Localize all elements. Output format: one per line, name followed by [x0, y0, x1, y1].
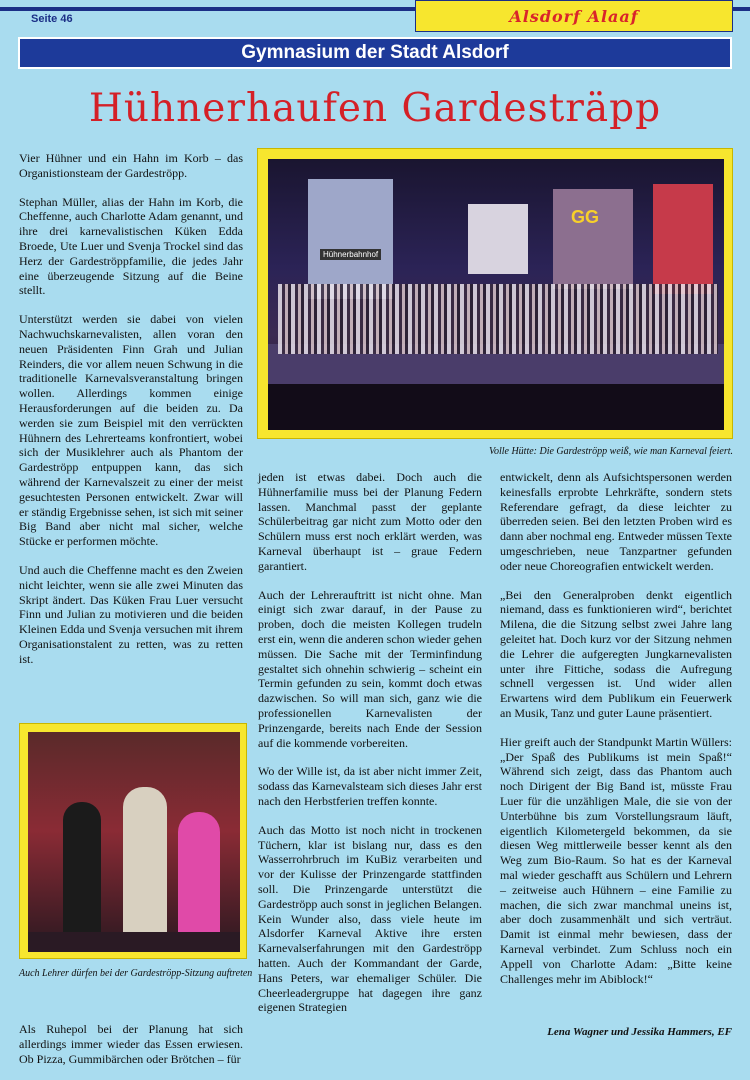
author-credit: Lena Wagner und Jessika Hammers, EF: [547, 1026, 732, 1038]
column-2: [258, 470, 482, 1029]
main-photo: [257, 148, 733, 439]
stage-floor: [28, 932, 240, 952]
small-photo: [19, 723, 247, 959]
paragraph: Unterstützt werden sie dabei von vielen Nachwuchskarnevalisten, allen voran den neuen Präsidenten Finn Grah und Julian Reinders, die vor allem neuen Schwung in die traditionelle Karnevalsveranstaltung bringen wollen. Allerdings kommen einige Herausforderungen auf die beiden zu. Da werden sie zum Beispiel mit den verrückten Hühnern des Lehrerteams konfrontiert, wobei sich der Musiklehrer auch als Phantom der Gardeströpp entpuppen kann, das sich während der Karnevalszeit zu einer der meist gesuchtesten Personen entwickelt. Zwar will er ständig Ergebnisse sehen, ist sich mit seiner Big Band aber nicht mal sicher, welche Stücke er performen möchte.: [19, 312, 243, 549]
small-photo-caption: Auch Lehrer dürfen bei der Gardeströpp-Sitzung auftreten: [19, 968, 253, 979]
paragraph: Auch das Motto ist noch nicht in trockenen Tüchern, klar ist bislang nur, dass es den Wasserrohrbruch im KuBiz verarbeiten und vor der Kulisse der Prinzengarde stattfinden soll. Die Prinzengarde unterstützt die Gardeströpp auch sonst in jeglichen Belangen. Kein Wunder also, dass viele heute im Alsdorfer Karneval Aktive ihre ersten Karnevalserfahrungen mit den Gardeströpp hatten. Auch der Kommandant der Garde, Hans Peters, war ehemaliger Schüler. Die Cheerleadergruppe hat dagegen ihre ganz eigenen Strategien: [258, 822, 482, 1015]
column-3: [500, 470, 732, 1000]
performer-left: [63, 802, 101, 942]
paragraph: Und auch die Cheffenne macht es den Zweien nicht leichter, wenn sie alle zwei Minuten das Skript ändert. Das Küken Frau Luer versucht Finn und Julian zu motivieren und die beiden Kleinen Edda und Svenja versuchen mit ihrem Organisationstalent zu retten, was zu retten ist.: [19, 562, 243, 666]
section-bar: [18, 37, 732, 69]
paragraph: Hier greift auch der Standpunkt Martin Wüllers: „Der Spaß des Publikums ist mein Spaß!“ Während sich zeigt, dass das Phantom auch noch Dirigent der Big Band ist, müsste Frau Luer für die unzähligen Male, die sie von der Unterbühne bis zum Vorstellungsraum läuft, eigentlich Kilometergeld bekommen, da sie diesen Weg mittlerweile besser kennt als den Weg zum Bio-Raum. So hat es der Karneval mal wieder geschafft aus Schülern und Lehrern – zeitweise auch Hühnern – eine Familie zu machen, die sich zwar manchmal uneins ist, aber doch zusammenhält und sich verträut. Damit ist einmal mehr bewiesen, dass der Karneval verbindet. Zum Schluss noch ein Appell von Charlotte Adam: „Bitte keine Challenges mehr im Abiblock!“: [500, 734, 732, 986]
main-photo-caption: Volle Hütte: Die Gardeströpp weiß, wie man Karneval feiert.: [488, 446, 733, 457]
stage-logo: GG: [571, 207, 600, 227]
paragraph: jeden ist etwas dabei. Doch auch die Hühnerfamilie muss bei der Planung Federn lassen. Manchmal passt der geplante Schülerbeitrag gar nicht zum Motto oder den Schülern muss erst noch erklärt werden, was Karneval überhaupt ist – graue Federn garantiert.: [258, 470, 482, 573]
teachers-photo-image: [28, 732, 240, 952]
top-bar: [0, 0, 750, 36]
paragraph: Auch der Lehrerauftritt ist nicht ohne. Man einigt sich zwar darauf, in der Pause zu proben, doch die meisten Kollegen trudeln erst ein, wenn die anderen schon wieder gehen müssen. Die Sache mit der Terminfindung gestaltet sich ohnehin schwierig – scheint ein Termin gefunden zu sein, kommt doch etwas dazwischen. So will man sich, ganz wie die professionellen Karnevalisten der Prinzengarde, bereits nach Ende der Session auf die kommende vorbereiten.: [258, 587, 482, 750]
stage-house-center: [468, 204, 528, 274]
stage-sign: Hühnerbahnhof: [320, 249, 381, 260]
paragraph: Stephan Müller, alias der Hahn im Korb, die Cheffenne, auch Charlotte Adam genannt, und ihre drei karnevalistischen Küken Edda Broede, Ute Luer und Svenja Trockel sind das Herz der Gardeströppfamilie, die jedes Jahr eine überzeugende Sitzung auf die Beine stellt.: [19, 194, 243, 298]
paragraph: entwickelt, denn als Aufsichtspersonen werden keinesfalls erprobte Lehrkräfte, sondern stets Referendare gefragt, da diese leichter zu überreden seien. Bei den letzten Proben wird es dann aber nochmal eng. Entweder müssen Texte umgeschrieben, neue Tanzpartner gefunden oder neue Choreografien entwickelt werden.: [500, 470, 732, 573]
stage-photo-image: [268, 159, 724, 430]
section-title: Gymnasium der Stadt Alsdorf: [241, 42, 509, 63]
crowd: [278, 284, 718, 354]
masthead: [415, 0, 733, 32]
masthead-title: Alsdorf Alaaf: [509, 6, 639, 26]
paragraph: Vier Hühner und ein Hahn im Korb – das Organistionsteam der Gardeströpp.: [19, 151, 243, 180]
page-number: Seite 46: [31, 13, 73, 25]
column-1-bottom: [19, 1022, 243, 1080]
article-headline: Hühnerhaufen Gardesträpp: [88, 86, 662, 131]
paragraph: „Bei den Generalproben denkt eigentlich niemand, dass es funktionieren wird“, berichtet Milena, die die Sitzung selbst zwei Jahre lang geleitet hat. Doch kurz vor der Sitzung nehmen die Lehrer die aufgeregten Jungkarnevalisten unter ihre Fittiche, sodass die Aufregung schnell vergessen ist. Und wider allen Erwartens wird dem Publikum ein Feuerwerk an Musik, Tanz und guter Laune präsentiert.: [500, 587, 732, 720]
performer-center: [123, 787, 167, 942]
paragraph: Als Ruhepol bei der Planung hat sich allerdings immer wieder das Essen erwiesen. Ob Pizza, Gummibärchen oder Brötchen – für: [19, 1022, 243, 1066]
column-1: [19, 151, 243, 681]
audience-silhouettes: [268, 384, 724, 430]
paragraph: Wo der Wille ist, da ist aber nicht immer Zeit, sodass das Karnevalsteam sich dieses Jahr erst nach den Herbstferien treffen konnte.: [258, 764, 482, 808]
performer-right: [178, 812, 220, 942]
stage-house-far-right: [653, 184, 713, 294]
stage-house-right: [553, 189, 633, 289]
stage-house-left: [308, 179, 393, 299]
